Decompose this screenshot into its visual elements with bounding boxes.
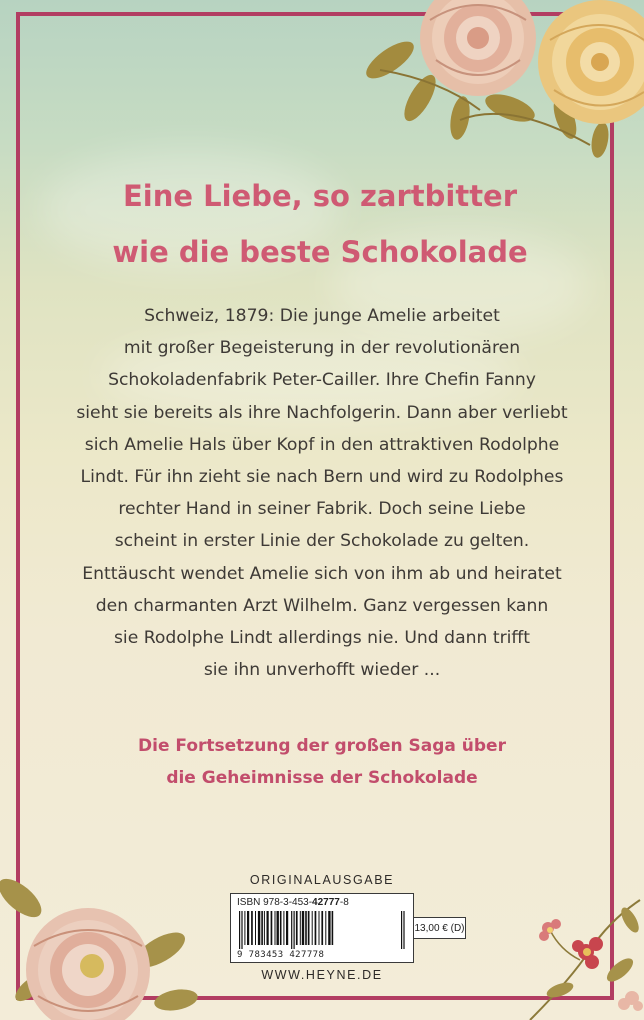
barcode-bar — [328, 911, 330, 945]
barcode-bar — [261, 911, 263, 945]
barcode-bar — [247, 911, 249, 945]
barcode-bar — [277, 911, 279, 945]
barcode-bar — [403, 911, 404, 949]
headline-line: wie die beste Schokolade — [112, 235, 528, 269]
blurb-line: Schweiz, 1879: Die junge Amelie arbeitet — [144, 306, 500, 326]
blurb-line: scheint in erster Linie der Schokolade zu gelten. — [114, 531, 530, 552]
edition-label: ORIGINALAUSGABE — [249, 873, 395, 887]
barcode-bar — [239, 911, 240, 949]
barcode-bar — [255, 911, 256, 945]
teaser-line: Die Fortsetzung der großen Saga über — [138, 736, 506, 756]
blurb-line: mit großer Begeisterung in der revolutionären — [123, 338, 521, 359]
barcode-bar — [280, 911, 282, 945]
barcode-bar — [244, 911, 245, 945]
publisher-website: WWW.HEYNE.DE — [261, 968, 383, 982]
barcode-bar — [321, 911, 323, 945]
series-teaser — [60, 730, 584, 794]
blurb-line: Lindt. Für ihn zieht sie nach Bern und wird zu Rodolphes — [80, 467, 564, 488]
barcode-bar — [251, 911, 253, 945]
blurb-line: Schokoladenfabrik Peter-Cailler. Ihre Chefin Fanny — [108, 370, 536, 391]
barcode-bar — [275, 911, 276, 945]
blossom-sprig-icon — [520, 880, 644, 1020]
price-label: 13,00 € (D) — [414, 917, 466, 939]
blurb-line: rechter Hand in seiner Fabrik. Doch seine Liebe — [118, 499, 526, 520]
barcode-icon — [239, 911, 407, 949]
barcode-bar — [294, 911, 295, 949]
barcode-bar — [291, 911, 292, 949]
headline-line: Eine Liebe, so zartbitter — [122, 179, 518, 213]
barcode-bar — [300, 911, 301, 945]
barcode-bar — [267, 911, 269, 945]
headline — [40, 168, 600, 280]
barcode-bar — [315, 911, 317, 945]
blurb-line: sie ihn unverhofft wieder ... — [203, 660, 441, 681]
barcode-bar — [296, 911, 298, 945]
blurb-line: sie Rodolphe Lindt allerdings nie. Und dann trifft — [113, 628, 531, 649]
blurb-line: sich Amelie Hals über Kopf in den attraktiven Rodolphe — [84, 434, 560, 455]
barcode-bar — [302, 911, 304, 945]
barcode-bar — [241, 911, 242, 949]
peony-flower-icon — [0, 870, 200, 1020]
barcode-bar — [258, 911, 260, 945]
barcode-bar — [319, 911, 320, 945]
barcode-bar — [332, 911, 334, 945]
barcode-bar — [325, 911, 326, 945]
barcode-bar — [401, 911, 402, 949]
isbn — [237, 897, 349, 908]
blurb-line: sieht sie bereits als ihre Nachfolgerin. Dann aber verliebt — [76, 402, 568, 423]
barcode-bar — [308, 911, 310, 945]
barcode-bar — [271, 911, 273, 945]
barcode-bar — [283, 911, 284, 945]
peony-flowers-icon — [360, 0, 644, 170]
isbn-highlight: 42777 — [312, 897, 340, 908]
isbn-suffix: -8 — [339, 897, 349, 908]
barcode-bar — [305, 911, 307, 945]
barcode-bar — [312, 911, 313, 945]
barcode-bar — [286, 911, 288, 945]
teaser-line: die Geheimnisse der Schokolade — [166, 768, 478, 788]
barcode-box — [230, 893, 414, 963]
blurb-line: Enttäuscht wendet Amelie sich von ihm ab und heiratet — [82, 563, 562, 584]
barcode-bar — [264, 911, 265, 945]
blurb-line: den charmanten Arzt Wilhelm. Ganz vergessen kann — [95, 595, 549, 616]
isbn-prefix: ISBN 978-3-453- — [237, 897, 313, 908]
blurb-text — [62, 300, 582, 686]
barcode-digits: 9 783453 427778 — [237, 950, 325, 960]
